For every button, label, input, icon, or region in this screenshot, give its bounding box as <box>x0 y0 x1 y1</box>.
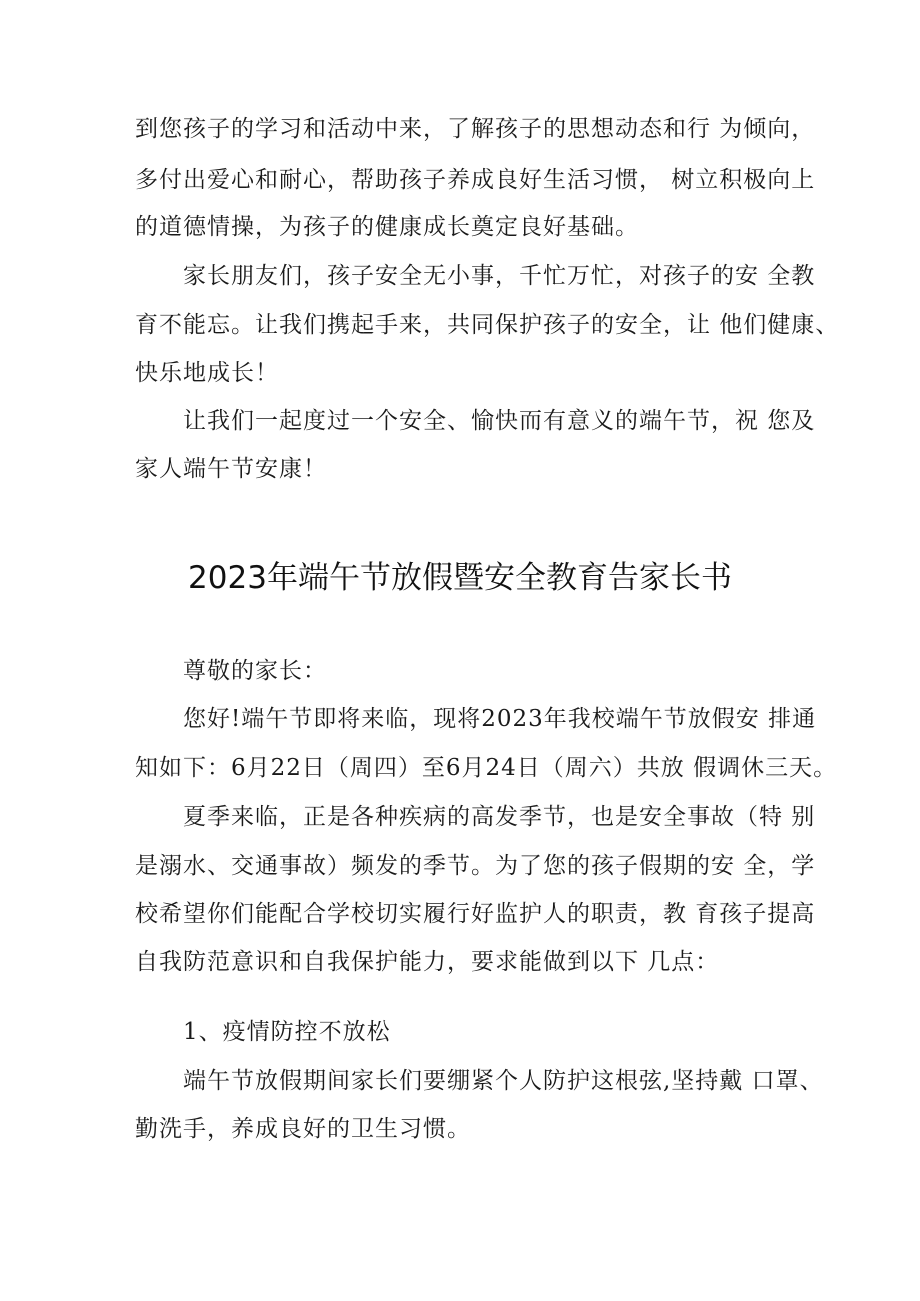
paragraph-line: 育不能忘。让我们携起手来，共同保护孩子的安全，让 他们健康、 <box>135 312 840 338</box>
paragraph-line: 夏季来临，正是各种疾病的高发季节，也是安全事故（特 别 <box>183 804 816 830</box>
paragraph-line: 是溺水、交通事故）频发的季节。为了您的孩子假期的安 全，学 <box>135 853 816 879</box>
section-heading: 1、疫情防控不放松 <box>183 1019 391 1045</box>
paragraph-line: 自我防范意识和自我保护能力，要求能做到以下 几点： <box>135 949 720 975</box>
paragraph-line: 勤洗手，养成良好的卫生习惯。 <box>135 1116 471 1142</box>
salutation: 尊敬的家长： <box>183 658 327 684</box>
paragraph-line: 家长朋友们，孩子安全无小事，千忙万忙，对孩子的安 全教 <box>183 263 816 289</box>
paragraph-line: 家人端午节安康！ <box>135 456 327 482</box>
paragraph-line: 快乐地成长！ <box>135 360 279 386</box>
paragraph-line: 到您孩子的学习和活动中来，了解孩子的思想动态和行 为倾向， <box>135 116 816 142</box>
paragraph-line: 多付出爱心和耐心，帮助孩子养成良好生活习惯， 树立积极向上 <box>135 167 816 193</box>
page-title: 2023年端午节放假暨安全教育告家长书 <box>188 560 732 596</box>
paragraph-line: 您好!端午节即将来临，现将2023年我校端午节放假安 排通 <box>183 706 817 732</box>
paragraph-line: 知如下：6月22日（周四）至6月24日（周六）共放 假调休三天。 <box>135 755 838 781</box>
paragraph-line: 的道德情操，为孩子的健康成长奠定良好基础。 <box>135 214 639 240</box>
paragraph-line: 端午节放假期间家长们要绷紧个人防护这根弦,坚持戴 口罩、 <box>183 1068 824 1094</box>
paragraph-line: 校希望你们能配合学校切实履行好监护人的职责，教 育孩子提高 <box>135 901 816 927</box>
paragraph-line: 让我们一起度过一个安全、愉快而有意义的端午节，祝 您及 <box>183 408 816 434</box>
